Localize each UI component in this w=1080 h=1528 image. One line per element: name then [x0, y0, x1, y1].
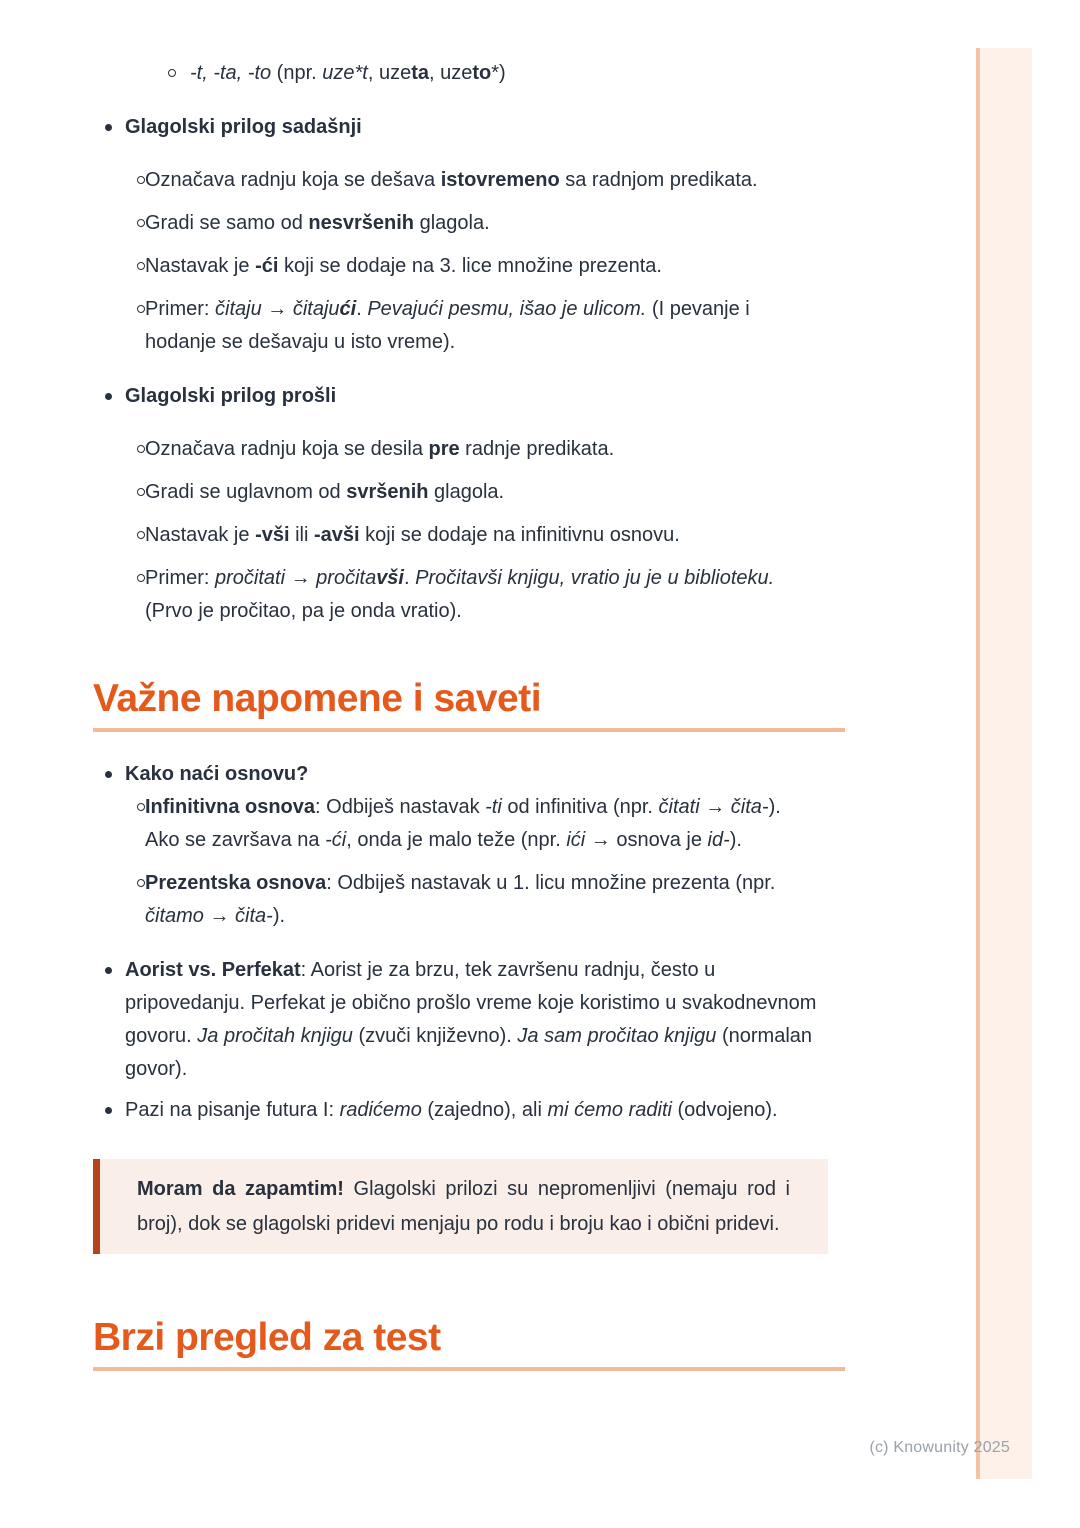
- circle-bullet-icon: [137, 293, 145, 313]
- sub-list-item: [137, 562, 845, 628]
- list-item-text: Nastavak je -vši ili -avši koji se dodaje na infinitivnu osnovu.: [145, 524, 680, 546]
- callout-note: [93, 1159, 828, 1254]
- circle-bullet-icon: [137, 250, 145, 270]
- sub-list-item: [137, 867, 845, 933]
- list-item-text: Pazi na pisanje futura I: radićemo (zajedno), ali mi ćemo raditi (odvojeno).: [125, 1099, 778, 1121]
- sub-list-item: [137, 207, 845, 240]
- list-item: [105, 111, 845, 144]
- circle-bullet-icon: [137, 476, 145, 496]
- list-item-text: Označava radnju koja se dešava istovremeno sa radnjom predikata.: [145, 169, 758, 191]
- disc-bullet-icon: [105, 111, 125, 131]
- sub-list-item: [137, 293, 845, 359]
- circle-bullet-icon: [137, 562, 145, 582]
- list-item-text: Primer: pročitati → pročitavši. Pročitavši knjigu, vratio ju je u biblioteku. (Prvo je pročitao, pa je onda vratio).: [145, 567, 775, 622]
- disc-bullet-icon: [105, 1094, 125, 1114]
- list-item-text: Kako naći osnovu?: [125, 763, 309, 785]
- section-heading: Brzi pregled za test: [93, 1315, 845, 1371]
- disc-bullet-icon: [105, 954, 125, 974]
- sub-list-item: [137, 519, 845, 552]
- list-item-text: Prezentska osnova: Odbiješ nastavak u 1. licu množine prezenta (npr. čitamo → čita-).: [145, 872, 776, 927]
- circle-bullet-icon: [137, 164, 145, 184]
- sub-list-item: [137, 433, 845, 466]
- right-margin-stripe: [976, 48, 1032, 1479]
- list-item: [105, 954, 845, 1086]
- sub-list-item: [137, 791, 845, 857]
- disc-bullet-icon: [105, 380, 125, 400]
- list-item: [105, 758, 845, 791]
- list-item-text: Aorist vs. Perfekat: Aorist je za brzu, tek završenu radnju, često u pripovedanju. Perfekat je obično prošlo vreme koje koristimo u svakodnevnom govoru. Ja pročitah knjigu (zvuči književno). Ja sam pročitao knjigu (normalan govor).: [125, 959, 817, 1080]
- sub-list-item: [137, 164, 845, 197]
- list-item-text: Nastavak je -ći koji se dodaje na 3. lice množine prezenta.: [145, 255, 662, 277]
- sub-list-item: [137, 250, 845, 283]
- list-item: [105, 380, 845, 413]
- circle-bullet-icon: [137, 433, 145, 453]
- list-item-text: Gradi se samo od nesvršenih glagola.: [145, 212, 490, 234]
- list-item: [105, 1094, 845, 1127]
- circle-bullet-icon: [137, 867, 145, 887]
- section-heading: Važne napomene i saveti: [93, 676, 845, 732]
- callout-text: Moram da zapamtim! Glagolski prilozi su nepromenljivi (nemaju rod i broj), dok se glagolski pridevi menjaju po rodu i broju kao i obični pridevi.: [137, 1178, 790, 1235]
- list-item-text: Glagolski prilog prošli: [125, 385, 337, 407]
- circle-bullet-icon: [137, 519, 145, 539]
- circle-bullet-icon: [168, 57, 190, 77]
- list-item-text: Glagolski prilog sadašnji: [125, 116, 362, 138]
- list-item-text: -t, -ta, -to (npr. uze*t, uzeta, uzeto*): [190, 62, 506, 84]
- sub-list-item: [137, 476, 845, 509]
- list-item-text: Gradi se uglavnom od svršenih glagola.: [145, 481, 505, 503]
- sub-list-item: [168, 57, 845, 90]
- circle-bullet-icon: [137, 791, 145, 811]
- document-content: [93, 48, 845, 1371]
- list-item-text: Infinitivna osnova: Odbiješ nastavak -ti od infinitiva (npr. čitati → čita-). Ako se završava na -ći, onda je malo teže (npr. ići → osnova je id-).: [145, 796, 781, 851]
- disc-bullet-icon: [105, 758, 125, 778]
- list-item-text: Označava radnju koja se desila pre radnje predikata.: [145, 438, 615, 460]
- circle-bullet-icon: [137, 207, 145, 227]
- list-item-text: Primer: čitaju → čitajući. Pevajući pesmu, išao je ulicom. (I pevanje i hodanje se dešavaju u isto vreme).: [145, 298, 750, 353]
- watermark: (c) Knowunity 2025: [869, 1439, 1010, 1456]
